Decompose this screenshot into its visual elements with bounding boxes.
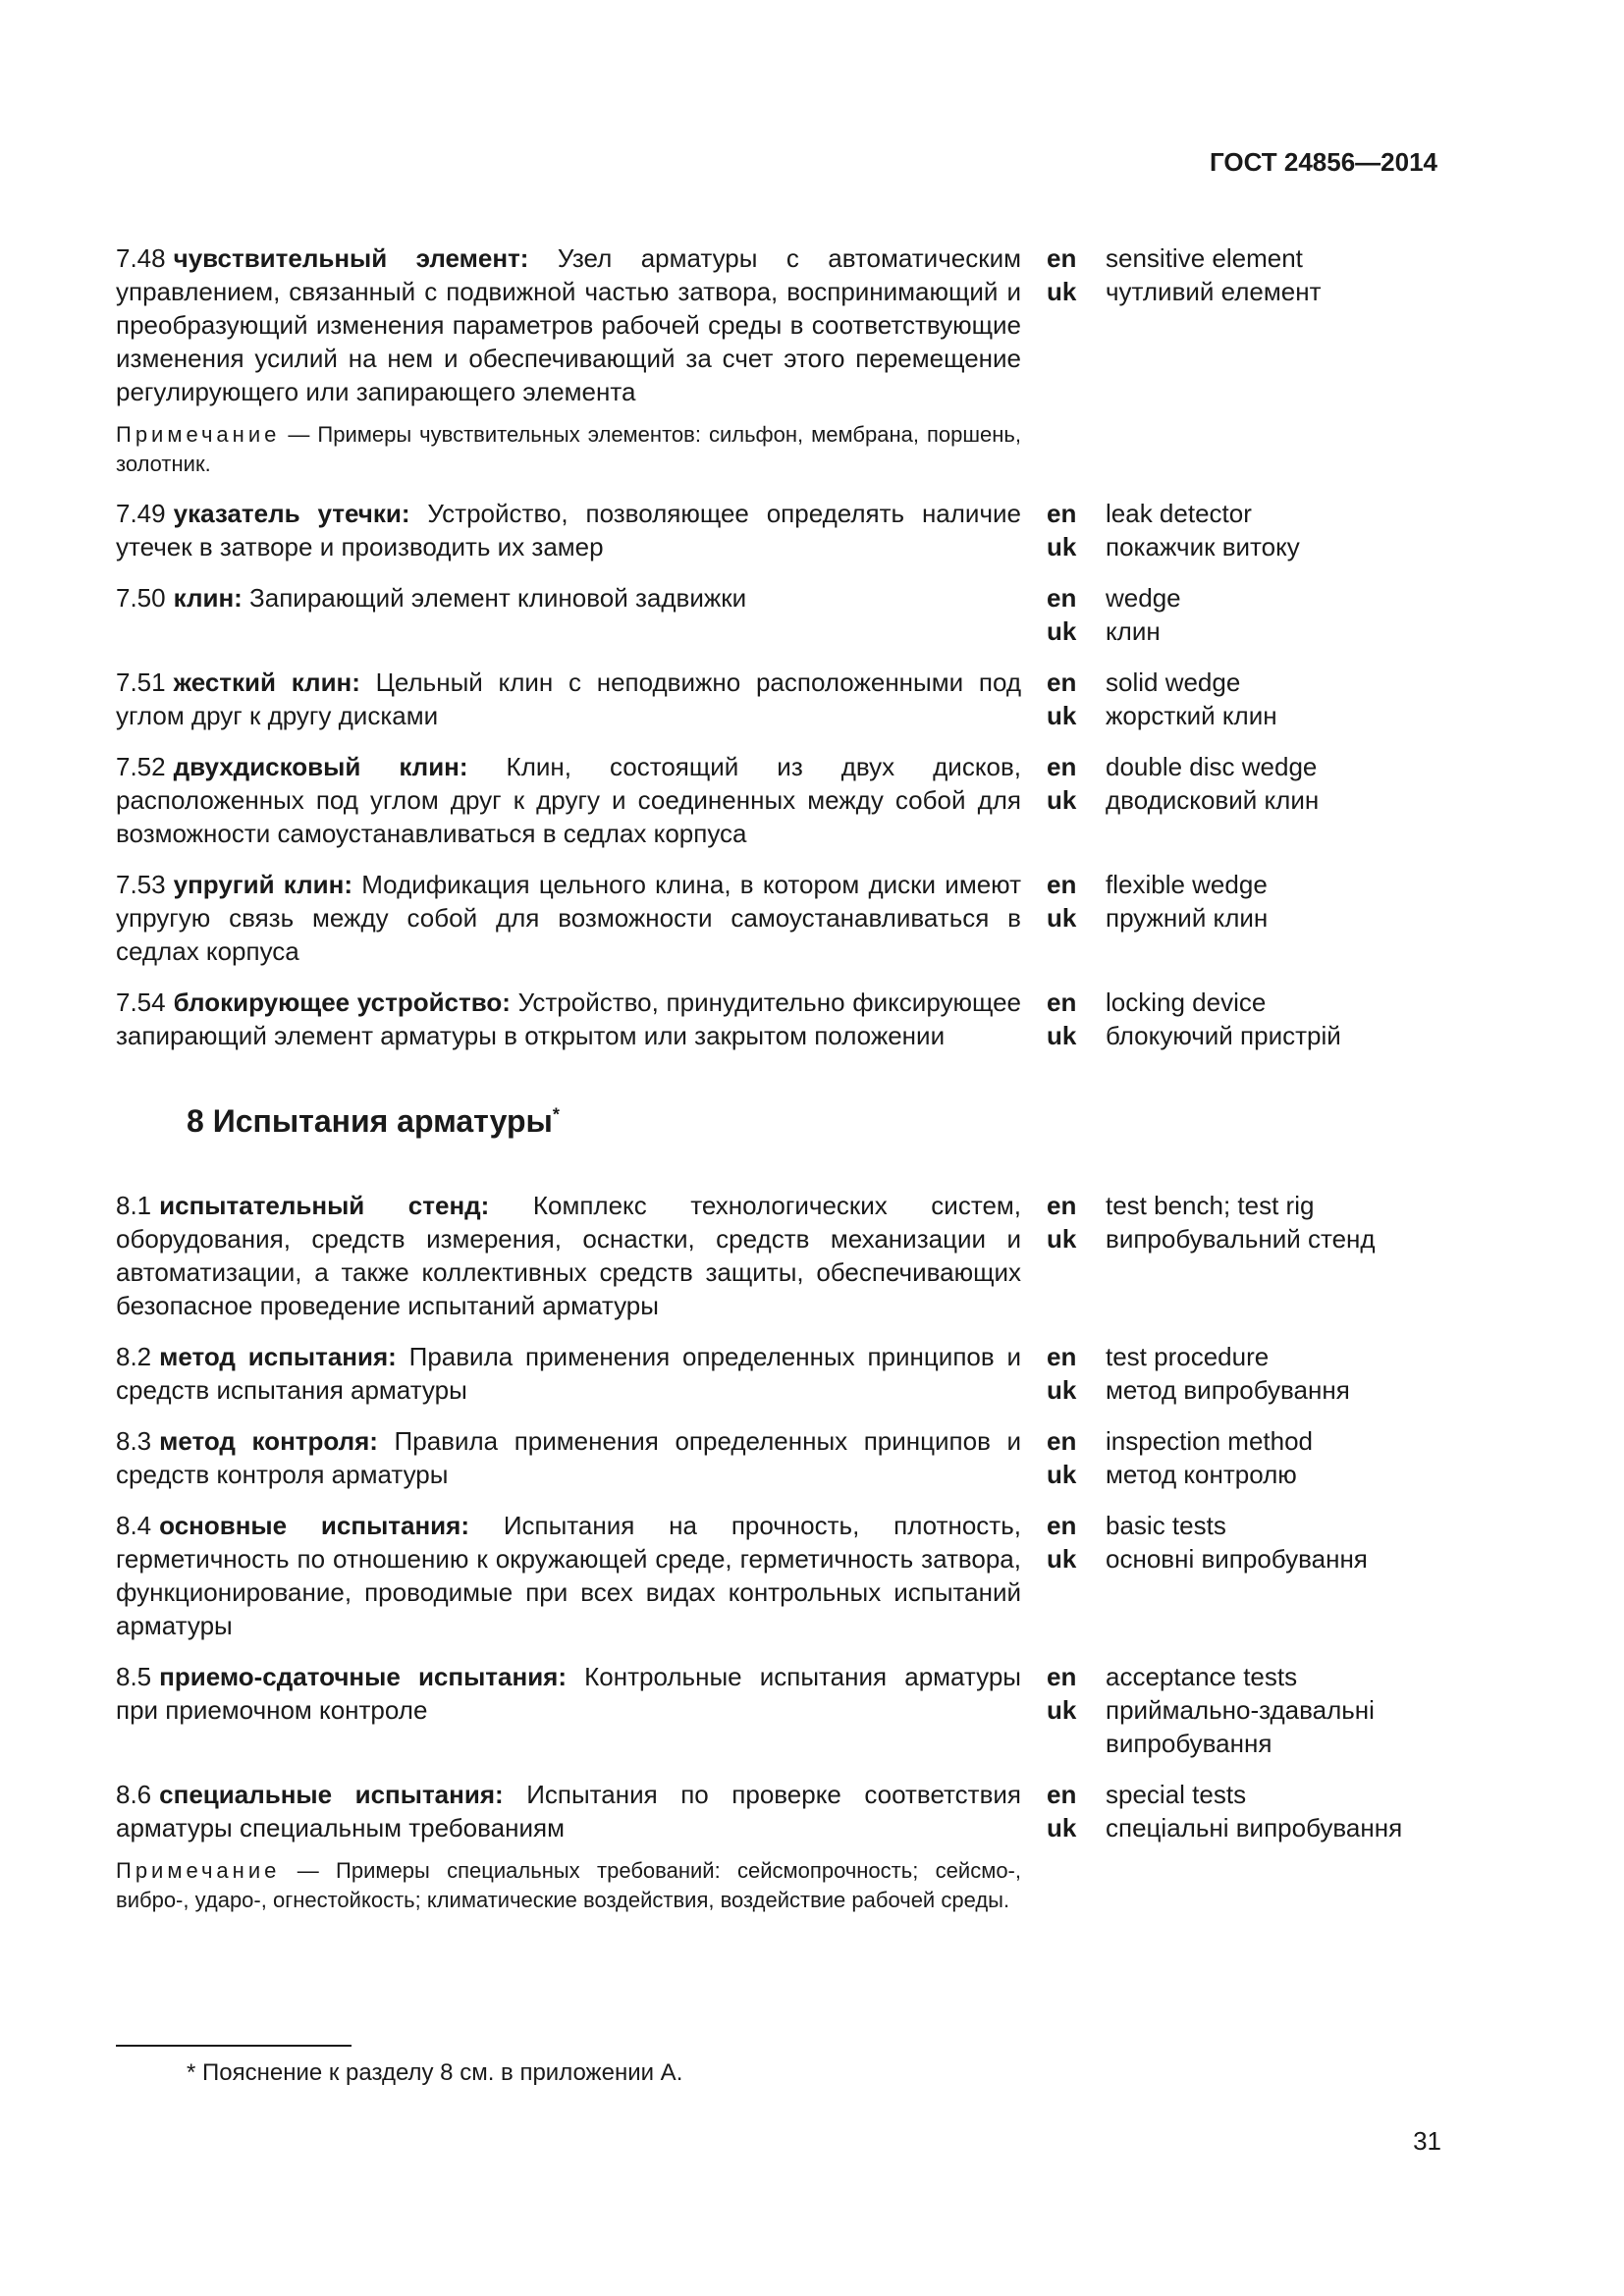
term-name: приемо-сдаточные испытания: bbox=[159, 1662, 567, 1691]
term-definition: Узел арматуры с автоматическим управлением, связанный с подвижной частью затвора, воспринимающий и преобразующий изменения параметров рабочей среды в соответствующие изменения усилий на нем и обеспечивающий за счет этого перемещение регулирующего или запирающего элемента bbox=[116, 243, 1021, 406]
document-body bbox=[116, 241, 1432, 1933]
lang-code-en: en bbox=[1047, 583, 1077, 613]
lang-code-en: en bbox=[1047, 243, 1077, 273]
term-name: блокирующее устройство: bbox=[173, 988, 511, 1017]
language-codes bbox=[1047, 241, 1106, 408]
term-entry bbox=[116, 986, 1432, 1052]
term-number: 8.3 bbox=[116, 1426, 152, 1456]
term-name: жесткий клин: bbox=[173, 667, 360, 697]
translation-en: acceptance tests bbox=[1106, 1662, 1298, 1691]
term-definition-block bbox=[116, 868, 1021, 968]
section-title: 8 Испытания арматуры bbox=[187, 1103, 553, 1139]
lang-code-en: en bbox=[1047, 988, 1077, 1017]
note bbox=[116, 1856, 1021, 1915]
term-definition-block bbox=[116, 497, 1021, 563]
term-entry bbox=[116, 666, 1432, 732]
language-codes bbox=[1047, 1509, 1106, 1642]
language-codes bbox=[1047, 666, 1106, 732]
term-name: основные испытания: bbox=[159, 1511, 469, 1540]
translation-uk: приймально-здавальні випробування bbox=[1106, 1695, 1375, 1758]
language-codes bbox=[1047, 868, 1106, 968]
term-definition-block bbox=[116, 1660, 1021, 1760]
term-definition-block bbox=[116, 986, 1021, 1052]
language-codes bbox=[1047, 497, 1106, 563]
lang-code-en: en bbox=[1047, 1511, 1077, 1540]
term-entry bbox=[116, 1424, 1432, 1491]
translation-uk: метод випробування bbox=[1106, 1375, 1350, 1405]
translation-en: sensitive element bbox=[1106, 243, 1303, 273]
language-codes bbox=[1047, 1660, 1106, 1760]
lang-code-uk: uk bbox=[1047, 1375, 1077, 1405]
term-name: метод испытания: bbox=[159, 1342, 397, 1371]
document-header: ГОСТ 24856—2014 bbox=[1210, 147, 1437, 177]
lang-code-uk: uk bbox=[1047, 785, 1077, 815]
lang-code-uk: uk bbox=[1047, 1813, 1077, 1842]
translations bbox=[1106, 1424, 1432, 1491]
lang-code-en: en bbox=[1047, 667, 1077, 697]
term-number: 8.6 bbox=[116, 1780, 152, 1809]
lang-code-en: en bbox=[1047, 1342, 1077, 1371]
term-definition: Правила применения определенных принципов и средств контроля арматуры bbox=[116, 1426, 1021, 1489]
lang-code-uk: uk bbox=[1047, 1224, 1077, 1254]
translation-en: test procedure bbox=[1106, 1342, 1270, 1371]
term-number: 7.48 bbox=[116, 243, 166, 273]
lang-code-en: en bbox=[1047, 1191, 1077, 1220]
translation-uk: основні випробування bbox=[1106, 1544, 1368, 1574]
term-number: 8.5 bbox=[116, 1662, 152, 1691]
section-heading bbox=[187, 1103, 1432, 1140]
lang-code-uk: uk bbox=[1047, 1544, 1077, 1574]
term-entry bbox=[116, 1778, 1432, 1844]
translation-uk: випробувальний стенд bbox=[1106, 1224, 1376, 1254]
language-codes bbox=[1047, 1189, 1106, 1322]
term-definition: Правила применения определенных принципов и средств испытания арматуры bbox=[116, 1342, 1021, 1405]
term-number: 7.54 bbox=[116, 988, 166, 1017]
terms-group-8 bbox=[116, 1189, 1432, 1915]
note-label: Примечание bbox=[116, 1858, 281, 1883]
term-entry bbox=[116, 241, 1432, 408]
translations bbox=[1106, 1778, 1432, 1844]
term-definition-block bbox=[116, 666, 1021, 732]
translation-en: flexible wedge bbox=[1106, 870, 1268, 899]
translations bbox=[1106, 497, 1432, 563]
term-entry bbox=[116, 1509, 1432, 1642]
term-name: упругий клин: bbox=[173, 870, 352, 899]
lang-code-en: en bbox=[1047, 870, 1077, 899]
language-codes bbox=[1047, 581, 1106, 648]
term-definition-block bbox=[116, 1340, 1021, 1407]
footnote: * Пояснение к разделу 8 см. в приложении А. bbox=[187, 2059, 683, 2086]
lang-code-uk: uk bbox=[1047, 1021, 1077, 1050]
terms-group-7 bbox=[116, 241, 1432, 1052]
term-definition: Модификация цельного клина, в котором диски имеют упругую связь между собой для возможности самоустанавливаться в седлах корпуса bbox=[116, 870, 1021, 966]
translation-uk: клин bbox=[1106, 616, 1161, 646]
translation-uk: чутливий елемент bbox=[1106, 277, 1322, 306]
lang-code-uk: uk bbox=[1047, 616, 1077, 646]
term-definition-block bbox=[116, 1424, 1021, 1491]
translation-en: wedge bbox=[1106, 583, 1181, 613]
lang-code-uk: uk bbox=[1047, 903, 1077, 933]
lang-code-en: en bbox=[1047, 1426, 1077, 1456]
translation-en: inspection method bbox=[1106, 1426, 1314, 1456]
translations bbox=[1106, 1509, 1432, 1642]
term-definition-block bbox=[116, 750, 1021, 850]
term-definition: Запирающий элемент клиновой задвижки bbox=[249, 583, 747, 613]
lang-code-uk: uk bbox=[1047, 1695, 1077, 1725]
term-definition: Испытания на прочность, плотность, герметичность по отношению к окружающей среде, герметичность затвора, функционирование, проводимые при всех видах контрольных испытаний арматуры bbox=[116, 1511, 1021, 1640]
term-number: 7.53 bbox=[116, 870, 166, 899]
term-definition-block bbox=[116, 581, 1021, 648]
term-definition-block bbox=[116, 241, 1021, 408]
section-footnote-mark: * bbox=[552, 1104, 560, 1125]
note-label: Примечание bbox=[116, 422, 281, 447]
translation-en: leak detector bbox=[1106, 499, 1252, 528]
note-text: — Примеры специальных требований: сейсмопрочность; сейсмо-, вибро-, ударо-, огнестойкость; климатические воздействия, воздействие рабочей среды. bbox=[116, 1858, 1021, 1912]
term-definition-block bbox=[116, 1189, 1021, 1322]
language-codes bbox=[1047, 750, 1106, 850]
language-codes bbox=[1047, 1340, 1106, 1407]
translation-uk: покажчик витоку bbox=[1106, 532, 1300, 561]
translations bbox=[1106, 1340, 1432, 1407]
term-number: 8.1 bbox=[116, 1191, 152, 1220]
note bbox=[116, 420, 1021, 479]
translation-uk: жорсткий клин bbox=[1106, 701, 1277, 730]
lang-code-uk: uk bbox=[1047, 701, 1077, 730]
term-name: метод контроля: bbox=[159, 1426, 378, 1456]
term-definition: Испытания по проверке соответствия арматуры специальным требованиям bbox=[116, 1780, 1021, 1842]
language-codes bbox=[1047, 986, 1106, 1052]
translations bbox=[1106, 868, 1432, 968]
term-definition: Комплекс технологических систем, оборудования, средств измерения, оснастки, средств механизации и автоматизации, а также коллективных средств защиты, обеспечивающих безопасное проведение испытаний арматуры bbox=[116, 1191, 1022, 1320]
translations bbox=[1106, 581, 1432, 648]
translation-en: test bench; test rig bbox=[1106, 1191, 1315, 1220]
translation-uk: блокуючий пристрій bbox=[1106, 1021, 1341, 1050]
term-entry bbox=[116, 1340, 1432, 1407]
translation-uk: спеціальні випробування bbox=[1106, 1813, 1403, 1842]
term-name: чувствительный элемент: bbox=[173, 243, 529, 273]
term-name: двухдисковый клин: bbox=[173, 752, 468, 781]
lang-code-uk: uk bbox=[1047, 532, 1077, 561]
lang-code-en: en bbox=[1047, 1662, 1077, 1691]
term-number: 7.51 bbox=[116, 667, 166, 697]
translations bbox=[1106, 241, 1432, 408]
term-entry bbox=[116, 1660, 1432, 1760]
term-entry bbox=[116, 581, 1432, 648]
translation-uk: метод контролю bbox=[1106, 1460, 1297, 1489]
translations bbox=[1106, 1189, 1432, 1322]
translation-uk: дводисковий клин bbox=[1106, 785, 1320, 815]
term-entry bbox=[116, 868, 1432, 968]
footnote-divider bbox=[116, 2045, 352, 2047]
translations bbox=[1106, 666, 1432, 732]
term-name: клин: bbox=[173, 583, 243, 613]
page-number: 31 bbox=[1413, 2126, 1441, 2156]
term-entry bbox=[116, 1189, 1432, 1322]
term-definition-block bbox=[116, 1509, 1021, 1642]
term-name: испытательный стенд: bbox=[159, 1191, 490, 1220]
lang-code-uk: uk bbox=[1047, 1460, 1077, 1489]
term-definition: Клин, состоящий из двух дисков, расположенных под углом друг к другу и соединенных между собой для возможности самоустанавливаться в седлах корпуса bbox=[116, 752, 1021, 848]
translations bbox=[1106, 1660, 1432, 1760]
translations bbox=[1106, 750, 1432, 850]
term-number: 7.49 bbox=[116, 499, 166, 528]
term-entry bbox=[116, 750, 1432, 850]
term-entry bbox=[116, 497, 1432, 563]
term-number: 7.52 bbox=[116, 752, 166, 781]
term-definition: Цельный клин с неподвижно расположенными под углом друг к другу дисками bbox=[116, 667, 1021, 730]
term-definition-block bbox=[116, 1778, 1021, 1844]
term-name: специальные испытания: bbox=[159, 1780, 504, 1809]
language-codes bbox=[1047, 1778, 1106, 1844]
term-definition: Устройство, позволяющее определять наличие утечек в затворе и производить их замер bbox=[116, 499, 1021, 561]
translation-en: solid wedge bbox=[1106, 667, 1241, 697]
term-name: указатель утечки: bbox=[173, 499, 410, 528]
lang-code-uk: uk bbox=[1047, 277, 1077, 306]
translation-en: special tests bbox=[1106, 1780, 1247, 1809]
term-number: 8.2 bbox=[116, 1342, 152, 1371]
note-text: — Примеры чувствительных элементов: сильфон, мембрана, поршень, золотник. bbox=[116, 422, 1021, 476]
term-definition: Устройство, принудительно фиксирующее запирающий элемент арматуры в открытом или закрытом положении bbox=[116, 988, 1022, 1050]
translation-en: double disc wedge bbox=[1106, 752, 1318, 781]
lang-code-en: en bbox=[1047, 752, 1077, 781]
lang-code-en: en bbox=[1047, 499, 1077, 528]
lang-code-en: en bbox=[1047, 1780, 1077, 1809]
translation-en: basic tests bbox=[1106, 1511, 1226, 1540]
term-number: 7.50 bbox=[116, 583, 166, 613]
translation-uk: пружний клин bbox=[1106, 903, 1269, 933]
translations bbox=[1106, 986, 1432, 1052]
term-definition: Контрольные испытания арматуры при приемочном контроле bbox=[116, 1662, 1021, 1725]
language-codes bbox=[1047, 1424, 1106, 1491]
translation-en: locking device bbox=[1106, 988, 1267, 1017]
term-number: 8.4 bbox=[116, 1511, 152, 1540]
